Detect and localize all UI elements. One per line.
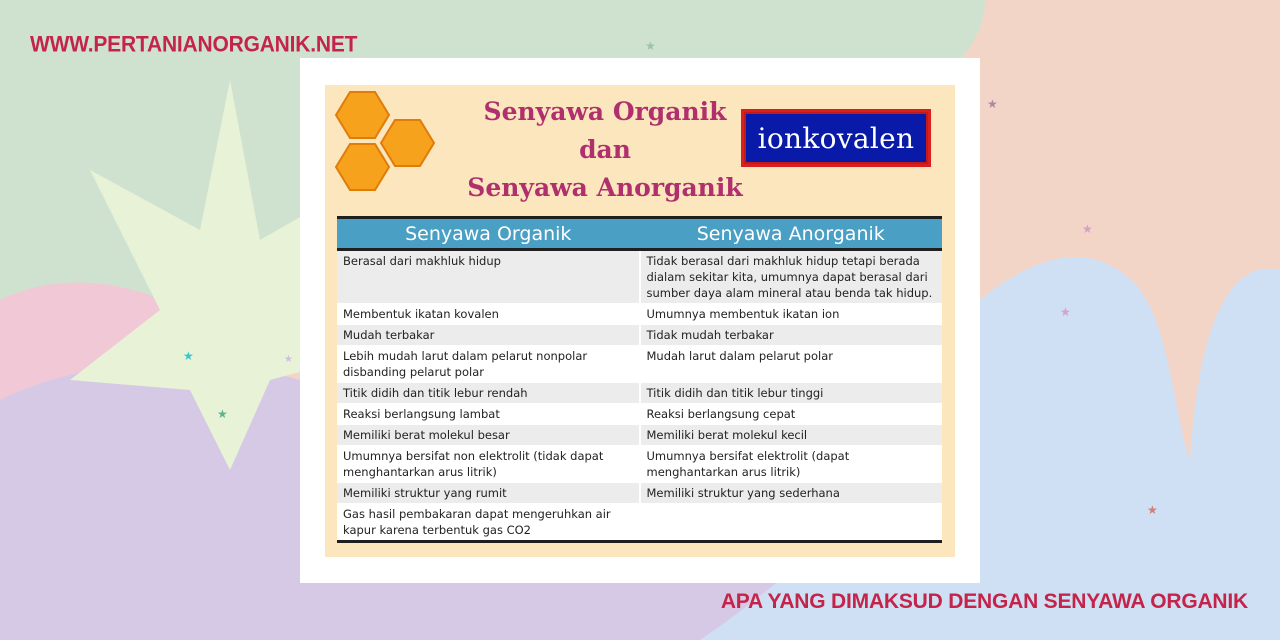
table-row [337, 504, 942, 542]
table-row [337, 404, 942, 425]
site-url[interactable]: WWW.PERTANIANORGANIK.NET [30, 32, 358, 57]
cell-anorganik: Umumnya bersifat elektrolit (dapat menghantarkan arus litrik) [640, 446, 943, 483]
svg-text:★: ★ [1082, 222, 1093, 236]
header-organik: Senyawa Organik [337, 218, 640, 250]
table-row [337, 383, 942, 404]
cell-organik: Reaksi berlangsung lambat [337, 404, 640, 425]
cell-organik: Gas hasil pembakaran dapat mengeruhkan air kapur karena terbentuk gas CO2 [337, 504, 640, 542]
cell-anorganik: Umumnya membentuk ikatan ion [640, 304, 943, 325]
svg-text:★: ★ [1060, 305, 1071, 319]
table-row [337, 346, 942, 383]
article-image-card [300, 58, 980, 583]
poster-title-line-3: Senyawa Anorganik [467, 173, 743, 202]
brand-text: ionkovalen [757, 121, 915, 155]
table-row [337, 304, 942, 325]
cell-anorganik: Memiliki struktur yang sederhana [640, 483, 943, 504]
cell-organik: Umumnya bersifat non elektrolit (tidak dapat menghantarkan arus litrik) [337, 446, 640, 483]
cell-anorganik: Titik didih dan titik lebur tinggi [640, 383, 943, 404]
svg-text:★: ★ [987, 97, 998, 111]
svg-text:★: ★ [1147, 503, 1158, 517]
table-row [337, 425, 942, 446]
article-title[interactable]: APA YANG DIMAKSUD DENGAN SENYAWA ORGANIK [720, 590, 1248, 613]
cell-organik: Memiliki struktur yang rumit [337, 483, 640, 504]
cell-organik: Mudah terbakar [337, 325, 640, 346]
cell-anorganik: Tidak berasal dari makhluk hidup tetapi berada dialam sekitar kita, umumnya dapat berasal dari sumber daya alam mineral atau benda tak hidup. [640, 250, 943, 304]
cell-organik: Memiliki berat molekul besar [337, 425, 640, 446]
table-row [337, 446, 942, 483]
cell-anorganik: Reaksi berlangsung cepat [640, 404, 943, 425]
cell-organik: Lebih mudah larut dalam pelarut nonpolar disbanding pelarut polar [337, 346, 640, 383]
cell-anorganik: Tidak mudah terbakar [640, 325, 943, 346]
svg-text:★: ★ [284, 354, 293, 365]
cell-anorganik: Memiliki berat molekul kecil [640, 425, 943, 446]
cell-organik: Membentuk ikatan kovalen [337, 304, 640, 325]
table-row [337, 483, 942, 504]
cell-organik: Berasal dari makhluk hidup [337, 250, 640, 304]
poster-title-line-2: dan [579, 135, 631, 164]
svg-text:★: ★ [217, 407, 228, 421]
table-row [337, 325, 942, 346]
header-anorganik: Senyawa Anorganik [640, 218, 943, 250]
table-row [337, 250, 942, 304]
cell-organik: Titik didih dan titik lebur rendah [337, 383, 640, 404]
cell-anorganik [640, 504, 943, 542]
cell-anorganik: Mudah larut dalam pelarut polar [640, 346, 943, 383]
poster-title-line-1: Senyawa Organik [483, 97, 727, 126]
brand-logo [741, 109, 931, 167]
poster-title [455, 93, 755, 207]
hexagon-decoration-icon [331, 87, 436, 195]
comparison-table [337, 216, 942, 543]
table-header-row [337, 218, 942, 250]
svg-text:★: ★ [183, 349, 194, 363]
comparison-poster [325, 85, 955, 557]
svg-text:★: ★ [645, 39, 656, 53]
